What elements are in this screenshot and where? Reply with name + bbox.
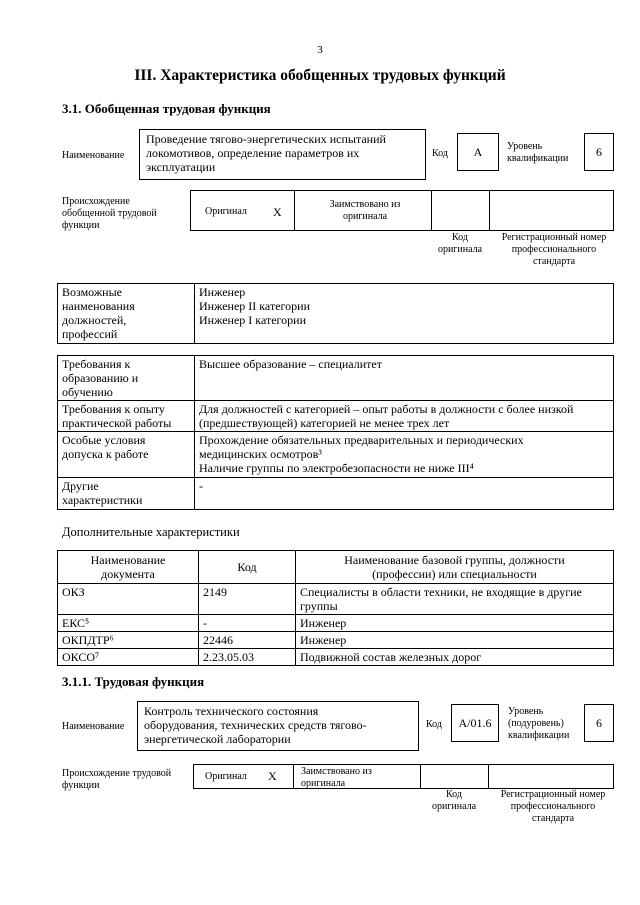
requirement-value-cell — [195, 432, 614, 478]
tf-level: 6 — [596, 716, 602, 730]
name-cell-line: Инженер — [300, 616, 347, 630]
column-header-line: Код — [237, 560, 257, 574]
column-header-base-group — [296, 551, 614, 584]
name-cell — [296, 615, 614, 632]
requirement-label-cell — [58, 401, 195, 432]
table-row — [58, 615, 614, 632]
gtf-code: А — [473, 145, 483, 159]
requirement-label-line: Требования к опыту — [62, 402, 165, 416]
gtf-level-label-line: Уровень — [507, 141, 543, 152]
tf-orig-code-label — [420, 789, 488, 813]
positions-value-cell — [195, 284, 614, 344]
requirement-value-line: Прохождение обязательных предварительных и периодических — [199, 433, 524, 447]
gtf-reg-number-label-line: профессионального — [511, 244, 597, 255]
page-number: 3 — [317, 44, 323, 56]
gtf-level-label-line: квалификации — [507, 153, 569, 164]
gtf-origin-divider — [294, 190, 295, 231]
tf-level-label — [508, 706, 569, 742]
requirement-label-cell — [58, 432, 195, 478]
tf-origin-divider — [488, 764, 489, 789]
column-header-line: документа — [101, 567, 155, 581]
tf-origin-label-line: функции — [62, 780, 100, 791]
requirement-label-line: Особые условия — [62, 433, 146, 447]
requirement-value-cell — [195, 356, 614, 401]
tf-reg-number-label — [484, 789, 622, 825]
name-cell — [296, 649, 614, 666]
gtf-orig-code-label-line: Код — [452, 232, 468, 243]
position-item: Инженер I категории — [199, 313, 306, 327]
gtf-origin-divider — [489, 190, 490, 231]
requirement-label-line: образованию и — [62, 371, 139, 385]
gtf-code-label: Код — [432, 148, 448, 159]
tf-level-label-line: Уровень — [508, 706, 544, 717]
tf-origin-row — [193, 764, 614, 789]
gtf-original-label: Оригинал — [205, 206, 247, 217]
doc-cell: ОКСО⁷ — [58, 649, 199, 666]
gtf-orig-code-label-line: оригинала — [437, 244, 483, 255]
positions-table — [57, 283, 614, 344]
tf-origin-label-line: Происхождение трудовой — [62, 768, 172, 779]
requirement-value-cell — [195, 478, 614, 510]
tf-orig-code-label-line: оригинала — [431, 801, 477, 812]
tf-code: A/01.6 — [458, 716, 492, 730]
gtf-orig-code-label — [431, 232, 489, 256]
requirement-value-line: Высшее образование – специалитет — [199, 357, 382, 371]
position-item: Инженер II категории — [199, 299, 310, 313]
additional-title: Дополнительные характеристики — [62, 525, 240, 539]
tf-level-box — [584, 704, 614, 742]
table-row — [58, 632, 614, 649]
positions-label-line: профессий — [62, 327, 118, 341]
name-cell — [296, 632, 614, 649]
gtf-code-box — [457, 133, 499, 171]
gtf-level-label — [507, 141, 568, 165]
requirement-value-line: Для должностей с категорией – опыт работы в должности с более низкой — [199, 402, 574, 416]
doc-cell: ЕКС⁵ — [58, 615, 199, 632]
tf-name-line: Контроль технического состояния — [144, 704, 319, 718]
column-header-line: Наименование базовой группы, должности — [344, 553, 565, 567]
gtf-borrowed-label-line: Заимствовано из — [329, 199, 401, 210]
name-cell-line: Подвижной состав железных дорог — [300, 650, 482, 664]
tf-name-box — [137, 701, 419, 751]
tf-level-label-line: квалификации — [508, 730, 570, 741]
code-cell: 2149 — [199, 584, 296, 615]
name-cell-line: Специалисты в области техники, не входящие в другие — [300, 585, 582, 599]
table-row — [58, 401, 614, 432]
gtf-reg-number-label-line: стандарта — [532, 256, 576, 267]
tf-name-label: Наименование — [62, 721, 125, 732]
section-title: III. Характеристика обобщенных трудовых функций — [134, 67, 506, 84]
tf-borrowed-label — [301, 766, 372, 790]
requirement-value-line: (предшествующей) категорией не менее трех лет — [199, 416, 450, 430]
positions-label-line: должностей, — [62, 313, 127, 327]
gtf-origin-label-line: функции — [62, 220, 100, 231]
code-cell: - — [199, 615, 296, 632]
requirement-value-line: - — [199, 479, 203, 493]
gtf-reg-number-label — [486, 232, 622, 268]
additional-table — [57, 550, 614, 666]
gtf-name-box — [139, 129, 426, 180]
requirement-label-line: Требования к — [62, 357, 131, 371]
requirement-label-cell — [58, 478, 195, 510]
positions-label-line: Возможные — [62, 285, 122, 299]
tf-borrowed-label-line: оригинала — [301, 778, 346, 789]
gtf-heading: 3.1. Обобщенная трудовая функция — [62, 101, 271, 116]
gtf-name-label: Наименование — [62, 150, 125, 161]
requirement-label-line: допуска к работе — [62, 447, 149, 461]
tf-name-line: оборудования, технических средств тягово- — [144, 718, 367, 732]
gtf-origin-label — [62, 196, 157, 232]
tf-origin-label — [62, 768, 171, 792]
code-cell: 2.23.05.03 — [199, 649, 296, 666]
column-header-code — [199, 551, 296, 584]
requirement-value-line: Наличие группы по электробезопасности не ниже III⁴ — [199, 461, 474, 475]
tf-name-line: энергетической лаборатории — [144, 732, 291, 746]
gtf-name-line: локомотивов, определение параметров их — [146, 146, 360, 160]
gtf-level-box — [584, 133, 614, 171]
tf-reg-number-label-line: стандарта — [531, 813, 575, 824]
tf-orig-code-label-line: Код — [446, 789, 462, 800]
table-row — [58, 478, 614, 510]
position-item: Инженер — [199, 285, 246, 299]
requirements-table — [57, 355, 614, 510]
tf-code-label: Код — [426, 719, 442, 730]
tf-borrowed-label-line: Заимствовано из — [301, 766, 372, 777]
tf-origin-divider — [420, 764, 421, 789]
tf-origin-divider — [293, 764, 294, 789]
name-cell — [296, 584, 614, 615]
gtf-origin-label-line: обобщенной трудовой — [62, 208, 157, 219]
gtf-origin-divider — [431, 190, 432, 231]
requirement-label-line: Другие — [62, 479, 99, 493]
table-header-row — [58, 551, 614, 584]
name-cell-line: Инженер — [300, 633, 347, 647]
positions-label-line: наименования — [62, 299, 135, 313]
gtf-borrowed-label-line: оригинала — [342, 211, 388, 222]
gtf-level: 6 — [596, 145, 602, 159]
gtf-original-mark: X — [273, 205, 282, 219]
tf-code-box — [451, 704, 499, 742]
table-row — [58, 584, 614, 615]
gtf-name-line: Проведение тягово-энергетических испытаний — [146, 132, 386, 146]
column-header-line: Наименование — [90, 553, 166, 567]
doc-cell: ОКПДТР⁶ — [58, 632, 199, 649]
tf-reg-number-label-line: Регистрационный номер — [500, 789, 606, 800]
requirement-value-cell — [195, 401, 614, 432]
tf-original-mark: X — [268, 769, 277, 783]
requirement-label-cell — [58, 356, 195, 401]
tf-heading: 3.1.1. Трудовая функция — [62, 674, 205, 689]
column-header-line: (профессии) или специальности — [372, 567, 537, 581]
column-header-document — [58, 551, 199, 584]
tf-reg-number-label-line: профессионального — [510, 801, 596, 812]
code-cell: 22446 — [199, 632, 296, 649]
gtf-name-line: эксплуатации — [146, 160, 216, 174]
table-row — [58, 649, 614, 666]
name-cell-line: группы — [300, 599, 338, 613]
table-row — [58, 432, 614, 478]
table-row — [58, 356, 614, 401]
requirement-label-line: характеристики — [62, 493, 143, 507]
requirement-value-line: медицинских осмотров³ — [199, 447, 322, 461]
tf-original-label: Оригинал — [205, 771, 247, 782]
doc-cell: ОКЗ — [58, 584, 199, 615]
gtf-borrowed-label — [302, 199, 428, 223]
gtf-reg-number-label-line: Регистрационный номер — [501, 232, 607, 243]
positions-label-cell — [58, 284, 195, 344]
tf-level-label-line: (подуровень) — [508, 718, 564, 729]
requirement-label-line: практической работы — [62, 416, 172, 430]
requirement-label-line: обучению — [62, 385, 113, 399]
gtf-origin-label-line: Происхождение — [62, 196, 130, 207]
